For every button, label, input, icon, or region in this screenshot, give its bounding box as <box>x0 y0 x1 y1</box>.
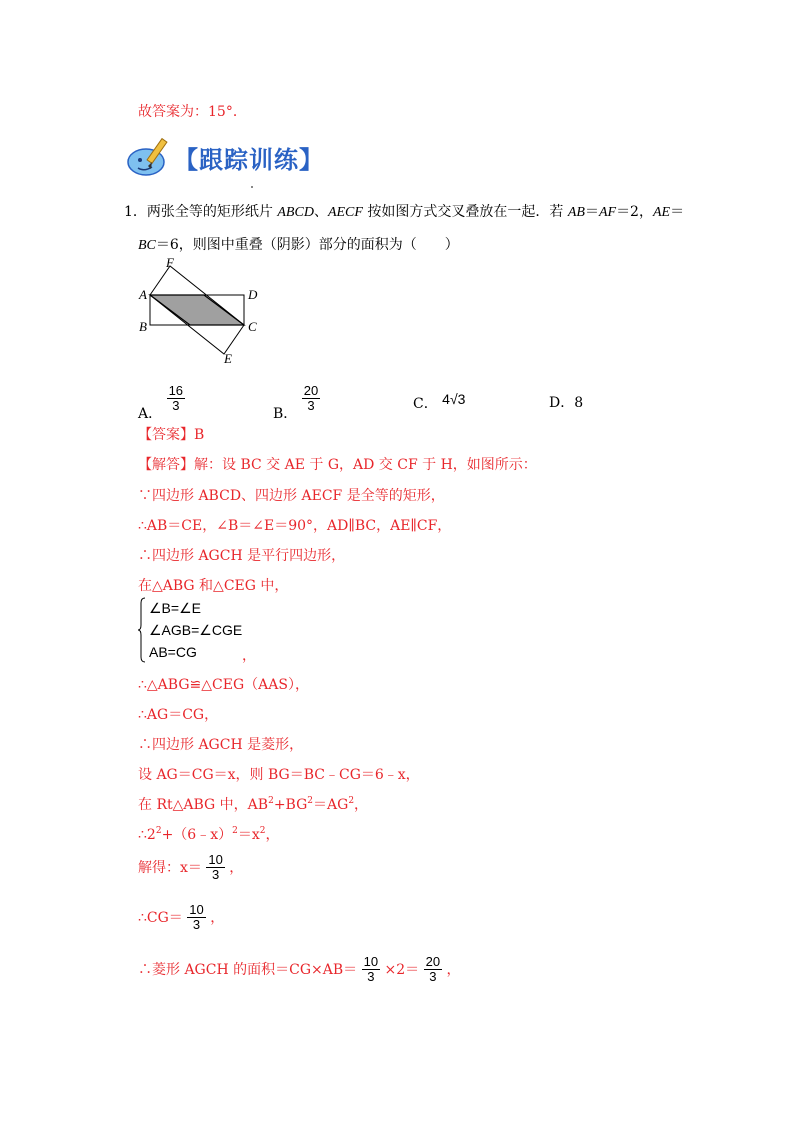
answer-line: 【答案】B <box>138 427 205 443</box>
solution-line-6: ∴△ABG≌△CEG（AAS）， <box>138 677 309 693</box>
solution-line-10: 在 Rt△ABG 中，$AB^2+BG^2=AG^2$， <box>138 796 369 813</box>
solution-line-7: ∴AG＝CG， <box>138 707 219 723</box>
left-brace <box>138 597 146 663</box>
solution-line-8: ∴四边形 AGCH 是菱形， <box>138 737 304 753</box>
dot-mark <box>251 186 253 188</box>
geometry-figure <box>134 255 274 365</box>
option-c[interactable]: C． 4√3 <box>413 391 466 412</box>
system-eq-3: AB=CG <box>149 644 197 660</box>
solution-line-4: ∴四边形 AGCH 是平行四边形， <box>138 548 346 564</box>
option-b[interactable]: B． $\frac{20}{3}$ <box>273 383 319 422</box>
label-B: B <box>139 319 147 334</box>
shaded-rhombus <box>150 295 244 325</box>
label-F: F <box>166 255 174 270</box>
solution-line-1: 【解答】解：设 BC 交 AE 于 G，AD 交 CF 于 H，如图所示： <box>138 457 537 473</box>
question-line-2: BC＝6，则图中重叠（阴影）部分的面积为（ ） <box>138 237 459 253</box>
solution-line-9: 设 AG＝CG＝x，则 BG＝BC﹣CG＝6﹣x， <box>138 767 420 783</box>
banner-title: 【跟踪训练】 <box>174 146 324 174</box>
section-banner <box>124 134 334 180</box>
solution-line-14: ∴菱形 AGCH 的面积＝CG×AB＝ $\frac{10}{3}$ ×2＝ $\frac{20}{3}$ ， <box>138 954 461 984</box>
label-D: D <box>248 287 258 302</box>
solution-line-5: 在△ABG 和△CEG 中， <box>138 578 289 594</box>
label-C: C <box>248 319 257 334</box>
pencil-mascot-icon <box>124 134 174 180</box>
system-comma: ， <box>242 647 256 663</box>
label-E: E <box>224 351 232 365</box>
solution-line-3: ∴AB＝CE，∠B＝∠E＝90°，AD∥BC，AE∥CF， <box>138 518 452 534</box>
option-d[interactable]: D．8 <box>549 395 584 411</box>
option-a[interactable]: A． $\frac{16}{3}$ <box>138 383 184 422</box>
previous-answer: 故答案为：15°． <box>138 104 247 120</box>
system-eq-1: ∠B=∠E <box>149 600 201 616</box>
solution-line-2: ∵四边形 ABCD、四边形 AECF 是全等的矩形， <box>138 488 445 504</box>
label-A: A <box>139 287 147 302</box>
question-line-1: 1．两张全等的矩形纸片 ABCD、AECF 按如图方式交叉叠放在一起．若 AB＝AF＝2，AE＝ <box>124 204 685 220</box>
solution-line-11: $\therefore 2^2+(6﹣x)^2=x^2$， <box>138 826 280 843</box>
solution-line-13: ∴CG＝ $\frac{10}{3}$ ， <box>138 902 225 932</box>
system-eq-2: ∠AGB=∠CGE <box>149 622 243 638</box>
solution-line-12: 解得：x＝ $\frac{10}{3}$ ， <box>138 852 244 882</box>
